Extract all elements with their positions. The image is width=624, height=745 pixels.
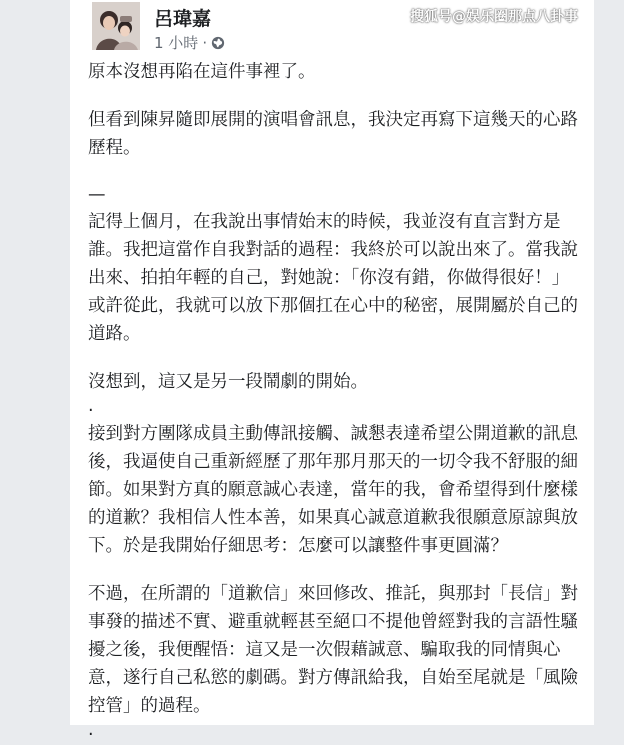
- post-paragraph: 但看到陳昇隨即展開的演唱會訊息，我決定再寫下這幾天的心路歷程。: [88, 110, 578, 158]
- post-timestamp[interactable]: 1 小時: [154, 34, 199, 52]
- post-divider-dot: ·: [88, 401, 94, 421]
- post-paragraph: 記得上個月，在我說出事情始末的時候，我並沒有直言對方是誰。我把這當作自我對話的過程：我終於可以說出來了。當我說出來、拍拍年輕的自己，對她說：「你沒有錯，你做得很好！」或許從此，我就可以放下那個扛在心中的秘密，展開屬於自己的道路。: [88, 212, 578, 344]
- avatar-photo-icon: [92, 2, 140, 50]
- post-body: [88, 58, 584, 744]
- post-meta: [154, 32, 225, 53]
- author-name[interactable]: 呂瑋嘉: [154, 8, 212, 30]
- post-paragraph: 接到對方團隊成員主動傳訊接觸、誠懇表達希望公開道歉的訊息後，我逼使自己重新經歷了那年那月那天的一切令我不舒服的細節。如果對方真的願意誠心表達，當年的我，會希望得到什麼樣的道歉？我相信人性本善，如果真心誠意道歉我很願意原諒與放下。於是我開始仔細思考：怎麼可以讓整件事更圓滿？: [88, 424, 578, 556]
- post-divider-dot: ·: [88, 725, 94, 745]
- post-paragraph: 原本沒想再陷在這件事裡了。: [88, 62, 316, 82]
- meta-separator: ·: [202, 33, 208, 52]
- post-divider-dash: —: [88, 185, 106, 205]
- globe-icon[interactable]: [211, 36, 225, 50]
- post-paragraph: 不過，在所謂的「道歉信」來回修改、推託，與那封「長信」對事發的描述不實、避重就輕甚至絕口不提他曾經對我的言語性騷擾之後，我便醒悟：這又是一次假藉誠意、騙取我的同情與心意，遂行自己私慾的劇碼。對方傳訊給我，自始至尾就是「風險控管」的過程。: [88, 584, 578, 716]
- author-avatar[interactable]: [92, 2, 140, 50]
- facebook-post-card: [70, 0, 594, 745]
- watermark-text: 搜狐号@娱乐圈那点八卦事: [410, 9, 578, 25]
- post-paragraph: 沒想到，這又是另一段鬧劇的開始。: [88, 372, 368, 392]
